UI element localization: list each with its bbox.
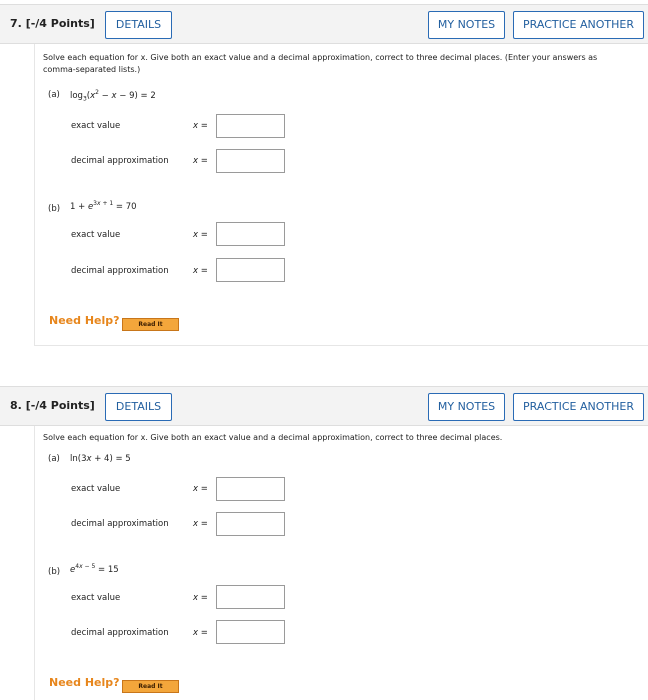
question-7 <box>0 4 648 346</box>
part-label: (b) <box>48 567 61 577</box>
answer-input-exact[interactable] <box>216 477 285 501</box>
question-number: 7. [-/4 Points] <box>10 17 95 30</box>
need-help-label: Need Help? <box>49 314 120 327</box>
practice-another-button[interactable]: PRACTICE ANOTHER <box>513 11 644 39</box>
answer-input-exact[interactable] <box>216 222 285 246</box>
question-header <box>0 386 648 426</box>
x-equals-label: x = <box>193 484 208 494</box>
question-body <box>34 426 648 700</box>
decimal-approximation-label: decimal approximation <box>71 628 169 638</box>
answer-input-exact[interactable] <box>216 585 285 609</box>
answer-input-decimal[interactable] <box>216 149 285 173</box>
x-equals-label: x = <box>193 593 208 603</box>
x-equals-label: x = <box>193 121 208 131</box>
need-help-label: Need Help? <box>49 676 120 689</box>
part-label: (a) <box>48 454 60 464</box>
instructions: Solve each equation for x. Give both an exact value and a decimal approximation, correct to three decimal places. (Enter your answers as comma-separated lists.) <box>43 53 598 74</box>
x-equals-label: x = <box>193 628 208 638</box>
decimal-approximation-label: decimal approximation <box>71 156 169 166</box>
instructions: Solve each equation for x. Give both an exact value and a decimal approximation, correct to three decimal places. <box>43 433 503 442</box>
answer-input-exact[interactable] <box>216 114 285 138</box>
exact-value-label: exact value <box>71 593 121 603</box>
read-it-button[interactable]: Read It <box>122 318 179 331</box>
details-button[interactable]: DETAILS <box>105 393 172 421</box>
part-label: (b) <box>48 204 61 214</box>
part-equation: $e^{4x - 5} = 15$ <box>70 563 119 575</box>
question-body <box>34 44 648 346</box>
decimal-approximation-label: decimal approximation <box>71 266 169 276</box>
decimal-approximation-label: decimal approximation <box>71 519 169 529</box>
exact-value-label: exact value <box>71 484 121 494</box>
exact-value-label: exact value <box>71 230 121 240</box>
exact-value-label: exact value <box>71 121 121 131</box>
practice-another-button[interactable]: PRACTICE ANOTHER <box>513 393 644 421</box>
x-equals-label: x = <box>193 519 208 529</box>
details-button[interactable]: DETAILS <box>105 11 172 39</box>
points-label: [-/4 Points] <box>25 399 95 412</box>
x-equals-label: x = <box>193 266 208 276</box>
part-label: (a) <box>48 90 60 100</box>
x-equals-label: x = <box>193 230 208 240</box>
question-number: 8. [-/4 Points] <box>10 399 95 412</box>
my-notes-button[interactable]: MY NOTES <box>428 11 505 39</box>
answer-input-decimal[interactable] <box>216 258 285 282</box>
part-equation: $1 + e^{3x + 1} = 70$ <box>70 200 137 212</box>
points-label: [-/4 Points] <box>25 17 95 30</box>
my-notes-button[interactable]: MY NOTES <box>428 393 505 421</box>
read-it-button[interactable]: Read It <box>122 680 179 693</box>
question-8 <box>0 386 648 700</box>
x-equals-label: x = <box>193 156 208 166</box>
answer-input-decimal[interactable] <box>216 620 285 644</box>
question-header <box>0 4 648 44</box>
answer-input-decimal[interactable] <box>216 512 285 536</box>
part-equation: ln(3x + 4) = 5 <box>70 454 131 464</box>
part-equation: $\log_3(x^2 - x - 9) = 2$ <box>70 89 156 103</box>
